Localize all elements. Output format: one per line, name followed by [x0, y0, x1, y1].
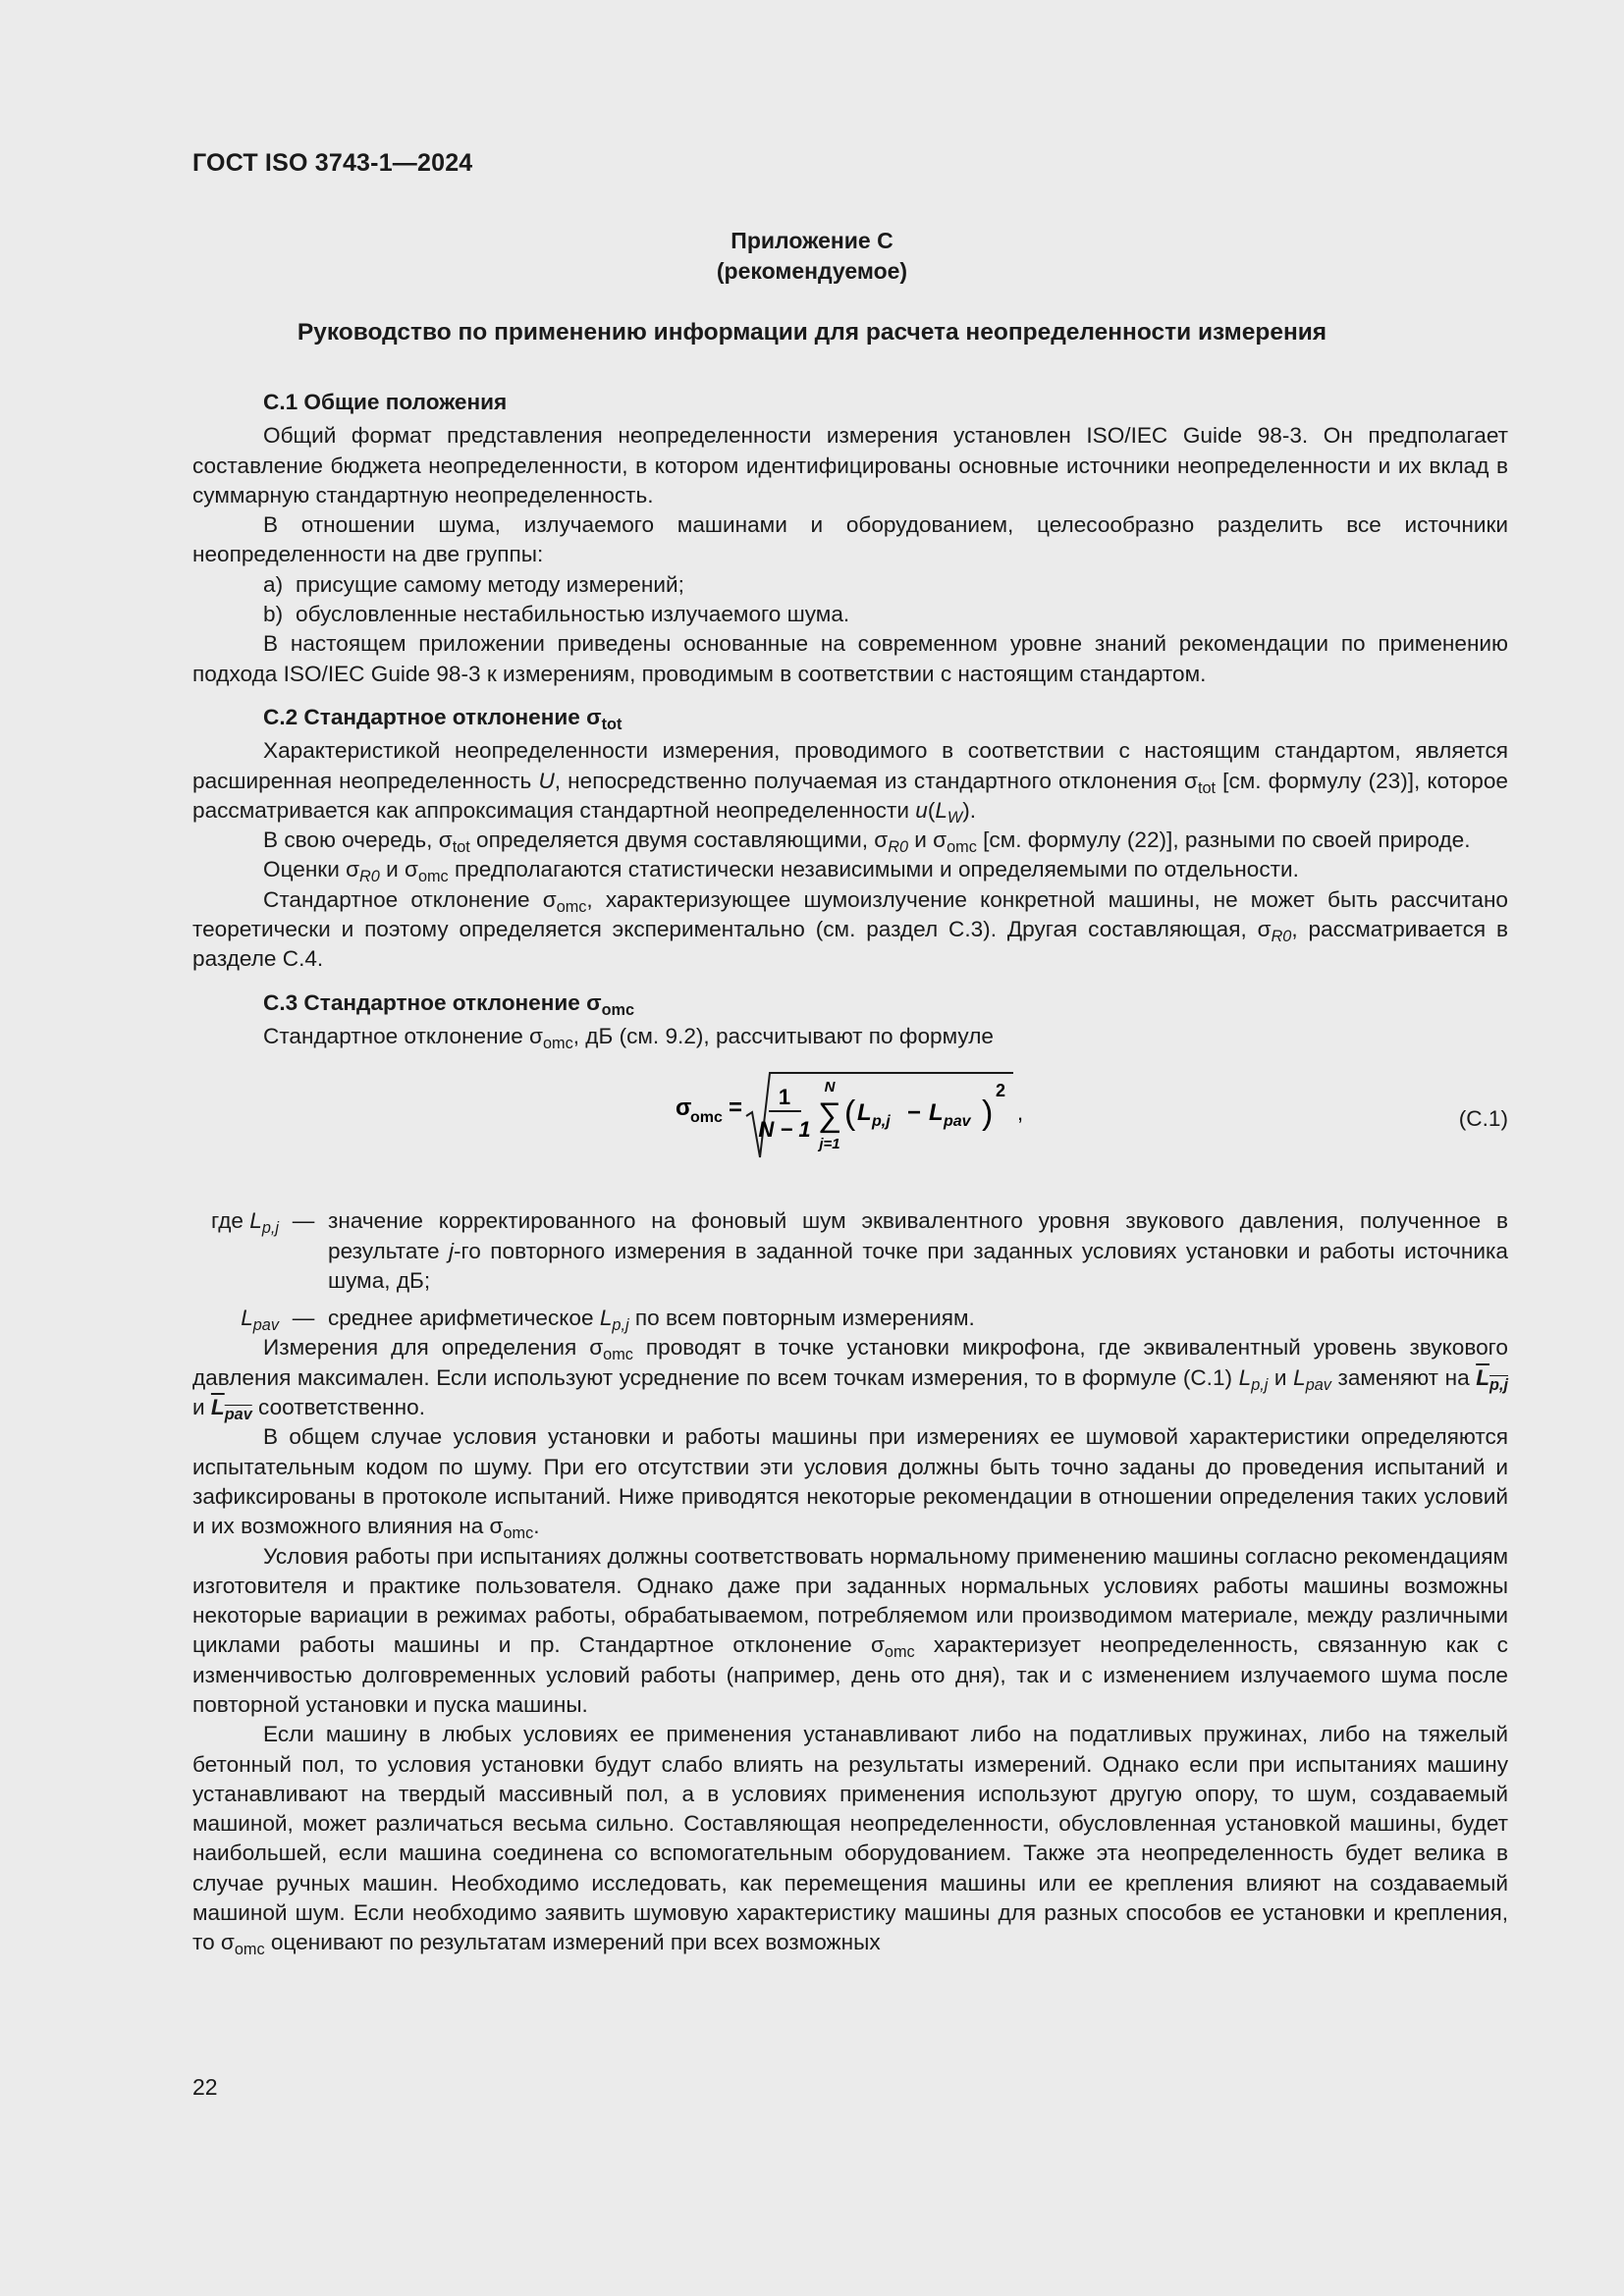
formula-lhs-sub: omc — [690, 1109, 723, 1127]
paragraph: В настоящем приложении приведены основанные на современном уровне знаний рекомендации по применению подхода ISO/IEC Guide 98-3 к измерениям, проводимым в соответствии с настоящим стандартом. — [192, 631, 1508, 686]
paragraph: Стандартное отклонение $\sigma_{omc}$, характеризующее шумоизлучение конкретной машины, не может быть рассчитано теоретически и поэтому определяется экспериментально (см. раздел С.3). Другая составляющая, $\sigma_{R0}$, рассматривается в разделе С.4. — [192, 886, 1508, 972]
formula-number: (С.1) — [1458, 1106, 1508, 1132]
paragraph: Стандартное отклонение $\sigma_{omc}$, дБ (см. 9.2), рассчитывают по формуле — [263, 1023, 994, 1052]
where-dash: — — [292, 1208, 315, 1234]
where-description: среднее арифметическое $L_{p,j}$ по всем повторным измерениям. — [328, 1306, 975, 1335]
appendix-title: Приложение С — [731, 228, 893, 253]
paragraph: В свою очередь, $\sigma_{tot}$ определяется двумя составляющими, $\sigma_{R0}$ и $\sigma_{omc}$ [см. формулу (22)], разными по своей природе. — [263, 828, 1471, 857]
paragraph: В общем случае условия установки и работы машины при измерениях ее шумовой характеристики определяются испытательным кодом по шуму. При его отсутствии эти условия должны быть точно заданы до проведения испытаний и зафиксированы в протоколе испытаний. Ниже приводятся некоторые рекомендации в отношении определения таких условий и их возможного влияния на $\sigma_{omc}$. — [192, 1424, 1508, 1543]
formula-eq: = — [729, 1095, 743, 1122]
list-text: присущие самому методу измерений; — [296, 571, 684, 597]
sum-sign: ∑ — [817, 1096, 842, 1135]
list-label: а) — [263, 571, 284, 597]
formula-lhs: σ — [676, 1095, 692, 1122]
formula-term2-sub: pav — [944, 1113, 971, 1131]
section-heading-c2: С.2 Стандартное отклонение $\sigma_{tot}$ — [263, 704, 623, 733]
list-item — [192, 570, 1508, 600]
list-label: b) — [263, 602, 284, 627]
page-number: 22 — [192, 2074, 218, 2100]
where-list — [192, 1304, 1508, 1333]
paren-right: ) — [982, 1095, 994, 1133]
formula-term1: L — [857, 1099, 872, 1127]
where-dash: — — [292, 1306, 315, 1331]
where-symbol: где $L_{p,j}$ — [210, 1208, 279, 1238]
formula-term2: L — [929, 1099, 944, 1127]
paren-left: ( — [844, 1095, 856, 1133]
appendix-status: (рекомендуемое) — [716, 258, 908, 284]
formula-numerator: 1 — [778, 1085, 791, 1110]
formula-comma: , — [1017, 1100, 1024, 1126]
paragraph: Характеристикой неопределенности измерения, проводимого в соответствии с настоящим стандартом, является расширенная неопределенность U, непосредственно получаемая из стандартного отклонения $\sigma_{tot}$ [см. формулу (23)], которое рассматривается как аппроксимация стандартной неопределенности $u(L_W)$. — [192, 738, 1508, 827]
paragraph: Общий формат представления неопределенности измерения установлен ISO/IEC Guide 98-3. Он предполагает составление бюджета неопределенности, в котором идентифицированы основные источники неопределенности и их вклад в суммарную стандартную неопределенность. — [192, 423, 1508, 507]
formula-graphic — [674, 1065, 1047, 1173]
sum-lower: j=1 — [819, 1136, 840, 1153]
body-text — [192, 388, 1508, 1958]
sum-upper: N — [824, 1079, 836, 1096]
formula-power: 2 — [996, 1081, 1006, 1101]
paragraph: Оценки $\sigma_{R0}$ и $\sigma_{omc}$ предполагаются статистически независимыми и определяемыми по отдельности. — [263, 857, 1299, 886]
where-description: значение корректированного на фоновый шум эквивалентного уровня звукового давления, полученное в результате j-го повторного измерения в заданной точке при заданных условиях установки и работы источника шума, дБ; — [328, 1208, 1508, 1293]
standard-header: ГОСТ ISO 3743-1—2024 — [192, 149, 473, 177]
paragraph: В отношении шума, излучаемого машинами и оборудованием, целесообразно разделить все источники неопределенности на две группы: — [192, 512, 1508, 567]
where-list — [192, 1206, 1508, 1296]
paragraph: Условия работы при испытаниях должны соответствовать нормальному применению машины согласно рекомендациям изготовителя и практике пользователя. Однако даже при заданных нормальных условиях работы машины возможны некоторые вариации в режимах работы, обрабатываемом, потребляемом или производимом материале, между различными циклами работы машины и пр. Стандартное отклонение $\sigma_{omc}$ характеризует неопределенность, связанную как с изменчивостью долговременных условий работы (например, день ото дня), так и с изменением излучаемого шума после повторной установки и пуска машины. — [192, 1543, 1508, 1717]
formula-minus: − — [907, 1099, 922, 1127]
formula-c1 — [192, 1065, 1508, 1173]
paragraph: Если машину в любых условиях ее применения устанавливают либо на податливых пружинах, либо на тяжелый бетонный пол, то условия установки будут слабо влиять на результаты измерений. Однако если при испытаниях машину устанавливают на твердый массивный пол, а в условиях применения используют другую опору, то шум, создаваемый машиной, может различаться весьма сильно. Составляющая неопределенности, обусловленная установкой машины, будет наибольшей, если машина соединена со вспомогательным оборудованием. Также эта неопределенность будет велика в случае ручных машин. Необходимо исследовать, как перемещения машины или ее крепления влияют на создаваемый машиной шум. Если необходимо заявить шумовую характеристику машины для разных способов ее установки и крепления, то $\sigma_{omc}$ оценивают по результатам измерений при всех возможных — [192, 1722, 1508, 1959]
document-title: Руководство по применению информации для расчета неопределенности измерения — [297, 319, 1327, 346]
paragraph: Измерения для определения $\sigma_{omc}$ проводят в точке установки микрофона, где эквивалентный уровень звукового давления максимален. Если используют усреднение по всем точкам измерения, то в формуле (С.1) $L_{p,j}$ и $L_{pav}$ заменяют на $\overline{L}_{p,j}$ и $\overline{L}_{\overline{pav}}$ соответственно. — [192, 1335, 1508, 1424]
where-symbol: $L_{pav}$ — [241, 1306, 279, 1335]
section-heading-c3: С.3 Стандартное отклонение $\sigma_{omc}$ — [263, 989, 635, 1019]
list-item — [192, 600, 1508, 629]
formula-term1-sub: p,j — [872, 1113, 891, 1131]
section-heading-c1: С.1 Общие положения — [263, 390, 508, 414]
list-text: обусловленные нестабильностью излучаемого шума. — [296, 602, 850, 627]
formula-denominator: N − 1 — [758, 1117, 811, 1143]
